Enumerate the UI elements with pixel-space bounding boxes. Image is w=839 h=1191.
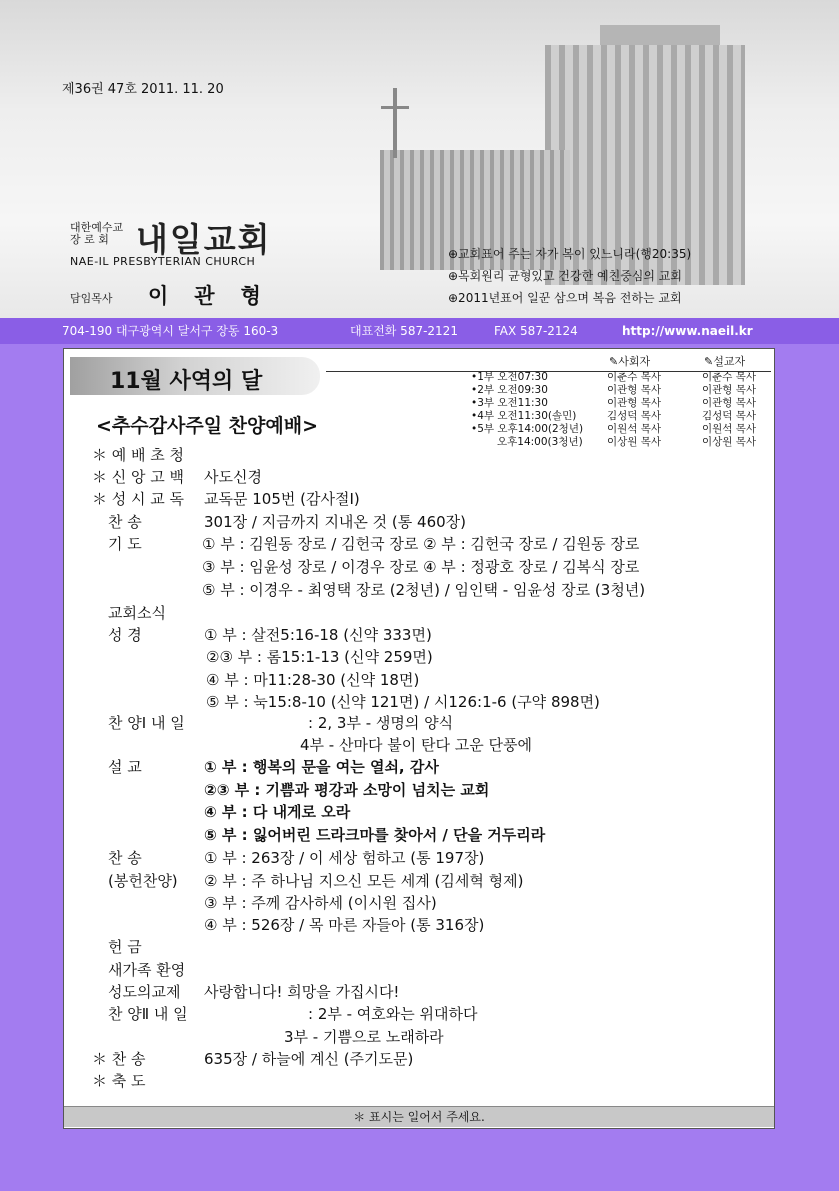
order-detail: ②③ 부 : 롬15:1-13 (신약 259면)	[206, 648, 433, 666]
order-label: 찬 양Ⅰ 내 일	[108, 714, 185, 732]
order-detail: ④ 부 : 마11:28-30 (신약 18면)	[206, 671, 420, 689]
motto-item: ⊕목회원리 균형있고 건강한 예친중심의 교회	[448, 269, 682, 283]
service-title: <추수감사주일 찬양예배>	[96, 415, 318, 437]
order-label: (봉헌찬양)	[108, 872, 178, 890]
schedule-time: •3부 오전11:30	[471, 397, 548, 409]
bulletin-content	[63, 348, 775, 1129]
schedule-leader: 이관형 목사	[607, 397, 662, 409]
order-label: ＊ 예 배 초 청	[92, 446, 185, 464]
schedule-time: 오후14:00(3청년)	[497, 436, 583, 448]
order-label: 찬 송	[108, 513, 142, 531]
order-detail: 사도신경	[204, 468, 262, 486]
order-detail: : 2, 3부 - 생명의 양식	[308, 714, 454, 732]
schedule-preacher: 이관형 목사	[702, 397, 757, 409]
order-detail: ②③ 부 : 기쁨과 평강과 소망이 넘치는 교회	[204, 781, 490, 799]
page-title: 11월 사역의 달	[110, 369, 263, 394]
issue-info: 제36권 47호 2011. 11. 20	[62, 82, 224, 97]
order-label: 찬 송	[108, 849, 142, 867]
fax: FAX 587-2124	[494, 324, 578, 338]
order-detail: 3부 - 기쁨으로 노래하라	[284, 1028, 444, 1046]
motto-item: ⊕교회표어 주는 자가 복이 있느니라(행20:35)	[448, 247, 692, 261]
order-detail: ② 부 : 주 하나님 지으신 모든 세계 (김세혁 형제)	[204, 872, 524, 890]
order-label: 성도의교제	[108, 983, 181, 1001]
contact-bar	[0, 318, 839, 344]
schedule-time: •5부 오후14:00(2청년)	[471, 423, 584, 435]
schedule-row	[469, 423, 769, 436]
order-label: ＊ 찬 송	[92, 1050, 146, 1068]
schedule-leader: 이관형 목사	[607, 384, 662, 396]
order-detail: ① 부 : 살전5:16-18 (신약 333면)	[204, 626, 432, 644]
order-label: 교회소식	[108, 604, 166, 622]
order-label: 설 교	[108, 758, 142, 776]
schedule-leader: 이상원 목사	[607, 436, 662, 448]
schedule-row	[469, 371, 769, 384]
schedule-preacher: 이원석 목사	[702, 423, 757, 435]
order-detail: ① 부 : 263장 / 이 세상 험하고 (통 197장)	[204, 849, 485, 867]
order-label: 찬 양Ⅱ 내 일	[108, 1005, 188, 1023]
order-detail: ③ 부 : 임윤성 장로 / 이경우 장로 ④ 부 : 정광호 장로 / 김복식 장로	[202, 558, 640, 576]
church-english-name: NAE-IL PRESBYTERIAN CHURCH	[70, 255, 256, 268]
schedule-time: •4부 오전11:30(솔민)	[471, 410, 577, 422]
schedule-time: •2부 오전09:30	[471, 384, 548, 396]
order-detail: ③ 부 : 주께 감사하세 (이시원 집사)	[204, 894, 437, 912]
order-detail: 301장 / 지금까지 지내온 것 (통 460장)	[204, 513, 467, 531]
address: 704-190 대구광역시 달서구 장동 160-3	[62, 324, 279, 338]
schedule-leader: 김성덕 목사	[607, 410, 662, 422]
cross-icon	[381, 106, 409, 109]
order-label: 성 경	[108, 626, 142, 644]
order-label: 새가족 환영	[108, 961, 186, 979]
order-detail: ⑤ 부 : 눅15:8-10 (신약 121면) / 시126:1-6 (구약 898면)	[206, 693, 600, 711]
order-label: 기 도	[108, 535, 142, 553]
schedule-header: ✎설교자	[704, 355, 746, 368]
schedule-preacher: 김성덕 목사	[702, 410, 757, 422]
order-label: ＊ 신 앙 고 백	[92, 468, 185, 486]
order-detail: ① 부 : 행복의 문을 여는 열쇠, 감사	[204, 758, 439, 776]
order-detail: ④ 부 : 526장 / 목 마른 자들아 (통 316장)	[204, 916, 485, 934]
schedule-time: •1부 오전07:30	[471, 371, 548, 383]
order-detail: ⑤ 부 : 이경우 - 최영택 장로 (2청년) / 임인택 - 임윤성 장로 (3청년)	[202, 581, 646, 599]
order-detail: ④ 부 : 다 내게로 오라	[204, 803, 351, 821]
order-label: ＊ 축 도	[92, 1072, 146, 1090]
schedule-row	[469, 397, 769, 410]
motto-list	[448, 243, 691, 309]
schedule-preacher: 이춘수 목사	[702, 371, 757, 383]
denomination: 대한예수교 장 로 회	[70, 221, 124, 246]
order-detail: ⑤ 부 : 잃어버린 드라크마를 찾아서 / 단을 거두리라	[204, 826, 546, 844]
website-link[interactable]: http://www.naeil.kr	[622, 324, 753, 338]
schedule-row	[469, 410, 769, 423]
order-label: ＊ 성 시 교 독	[92, 490, 185, 508]
schedule-leader: 이원석 목사	[607, 423, 662, 435]
order-detail: : 2부 - 여호와는 위대하다	[308, 1005, 478, 1023]
order-detail: 사랑합니다! 희망을 가집시다!	[204, 983, 400, 1001]
footer-note: ＊ 표시는 일어서 주세요.	[64, 1106, 774, 1127]
order-detail: 교독문 105번 (감사절Ⅰ)	[204, 490, 360, 508]
order-detail: 635장 / 하늘에 계신 (주기도문)	[204, 1050, 414, 1068]
pastor-label: 담임목사	[70, 292, 113, 305]
schedule-header: ✎사회자	[609, 355, 651, 368]
motto-item: ⊕2011년표어 일꾼 삼으며 복음 전하는 교회	[448, 291, 682, 305]
order-detail: 4부 - 산마다 불이 탄다 고운 단풍에	[300, 736, 532, 754]
order-detail: ① 부 : 김원동 장로 / 김헌국 장로 ② 부 : 김헌국 장로 / 김원동 장로	[202, 535, 640, 553]
church-name: 내일교회	[136, 220, 272, 259]
schedule-row	[469, 384, 769, 397]
title-banner	[70, 357, 320, 395]
schedule-preacher: 이관형 목사	[702, 384, 757, 396]
schedule-preacher: 이상원 목사	[702, 436, 757, 448]
cross-icon	[393, 88, 397, 158]
header-banner	[0, 0, 839, 318]
schedule-leader: 이춘수 목사	[607, 371, 662, 383]
order-label: 헌 금	[108, 938, 142, 956]
schedule-row	[469, 436, 769, 449]
phone: 대표전화 587-2121	[350, 324, 458, 338]
pastor-name: 이관형	[148, 284, 287, 308]
